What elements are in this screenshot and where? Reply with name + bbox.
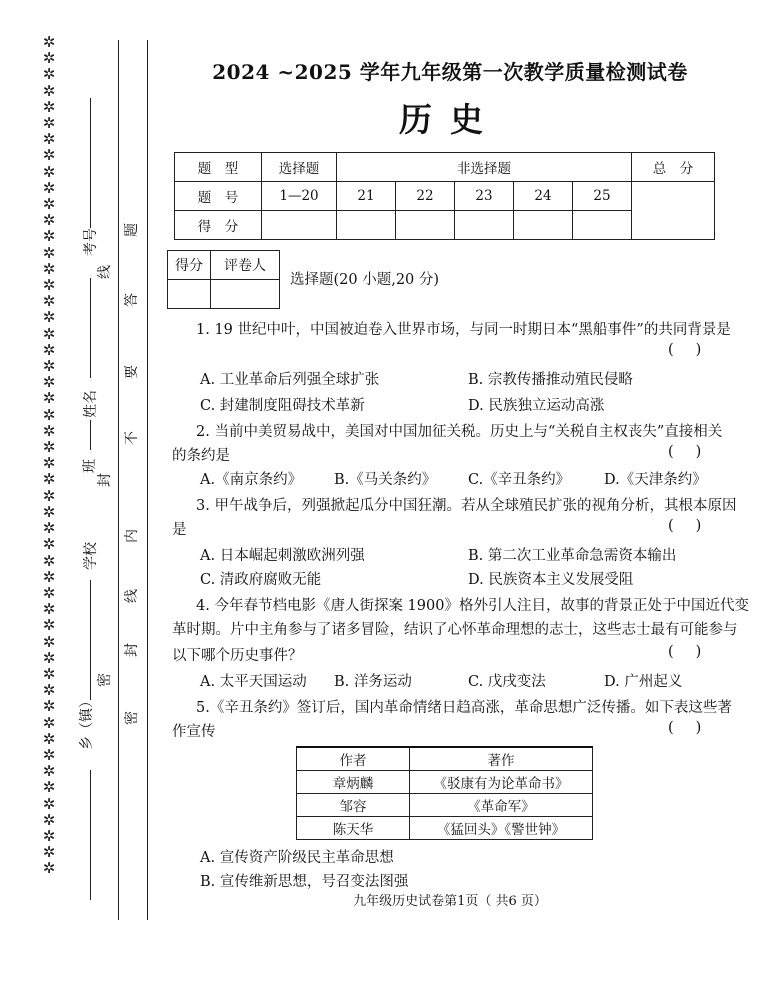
score-table-cell: 选择题 [262,153,337,182]
q1-option-c: C. 封建制度阻碍技术革新 [200,398,365,414]
works-header-title: 著作 [410,747,593,771]
q3-option-b: B. 第二次工业革命急需资本输出 [468,548,677,564]
subject-title: 历史 [399,100,501,139]
class-label: 班 [82,459,98,473]
q2-option-a: A.《南京条约》 [200,472,303,488]
q5-stem-cont: 作宣传 [172,724,216,740]
works-author: 邹容 [297,794,410,817]
seal-xian: 线 [97,265,113,279]
township-blank [90,770,91,900]
table-row [297,771,593,794]
exam-number-label: 考号 [83,228,99,256]
name-blank [90,278,91,378]
exam-title: 2024 ~2025 学年九年级第一次教学质量检测试卷 [212,60,688,84]
notice-char-6: 线 [124,589,140,603]
score-blank [455,211,514,240]
score-table-cell: 得 分 [175,211,262,240]
q4-stem-cont1: 革时期。片中主角参与了诸多冒险，结识了心怀革命理想的志士，这些志士最有可能参与 [172,622,738,638]
q5-answer-bracket: () [668,720,724,736]
page-footer: 九年级历史试卷第1页（ 共6 页） [353,894,547,909]
score-table-cell: 题 型 [175,153,262,182]
q3-stem-cont: 是 [172,522,187,538]
school-label: 学校 [83,542,99,570]
grader-table [167,250,280,309]
table-row [297,794,593,817]
works-author: 章炳麟 [297,771,410,794]
works-author: 陈天华 [297,817,410,840]
score-table-cell: 总 分 [632,153,715,182]
q3-option-c: C. 清政府腐败无能 [200,572,322,588]
q4-stem-cont2: 以下哪个历史事件？ [172,648,303,664]
score-blank [337,211,396,240]
q1-stem: 1. 19 世纪中叶，中国被迫卷入世界市场，与同一时期日本“黑船事件”的共同背景是 [196,322,731,338]
notice-char-2: 答 [124,293,140,307]
q2-stem: 2. 当前中美贸易战中，美国对中国加征关税。历史上与“关税自主权丧失”直接相关 [196,424,723,440]
q2-stem-cont: 的条约是 [172,448,230,464]
score-blank [396,211,455,240]
works-title: 《驳康有为论革命书》 [410,771,593,794]
q2-option-c: C.《辛丑条约》 [468,472,571,488]
q5-stem: 5.《辛丑条约》签订后，国内革命情绪日趋高涨，革命思想广泛传播。如下表这些著 [196,700,732,716]
q4-option-b: B. 洋务运动 [334,674,412,690]
township-label: 乡（镇） [79,694,95,750]
grader-blank [168,280,211,309]
score-blank [262,211,337,240]
class-blank [90,420,91,450]
q5-option-b: B. 宣传维新思想，号召变法图强 [200,874,409,890]
q3-option-a: A. 日本崛起刺激欧洲列强 [200,548,365,564]
works-title: 《革命军》 [410,794,593,817]
score-table-cell: 1—20 [262,182,337,211]
grader-score-label: 得分 [168,251,211,280]
grader-name-label: 评卷人 [211,251,280,280]
score-table-cell: 23 [455,182,514,211]
q2-option-d: D.《天津条约》 [604,472,707,488]
binding-star-column: ✲✲✲✲✲✲✲✲✲✲✲✲✲✲✲✲✲✲✲✲✲✲✲✲✲✲✲✲✲✲✲✲✲✲✲✲✲✲✲✲✲✲✲✲✲✲✲✲✲✲✲✲ [42,33,56,878]
q4-option-c: C. 戊戌变法 [468,674,546,690]
binding-line-right [147,40,148,920]
exam-number-blank [90,98,91,228]
q3-option-d: D. 民族资本主义发展受阻 [468,572,634,588]
q1-option-b: B. 宗教传播推动殖民侵略 [468,372,633,388]
grader-blank [211,280,280,309]
seal-mi: 密 [97,673,113,687]
q1-answer-bracket: () [668,342,724,358]
works-title: 《猛回头》《警世钟》 [410,817,593,840]
works-header-author: 作者 [297,747,410,771]
total-score-cell [632,182,715,240]
notice-char-7: 封 [124,643,140,657]
q2-answer-bracket: () [668,444,724,460]
score-table [174,152,715,240]
q1-option-a: A. 工业革命后列强全球扩张 [200,372,380,388]
score-table-cell: 非选择题 [337,153,632,182]
notice-char-5: 内 [124,529,140,543]
q2-option-b: B.《马关条约》 [334,472,437,488]
binding-line-left [118,40,119,920]
score-table-cell: 题 号 [175,182,262,211]
q4-option-a: A. 太平天国运动 [200,674,307,690]
score-table-cell: 22 [396,182,455,211]
notice-char-8: 密 [124,711,140,725]
q3-answer-bracket: () [668,518,724,534]
q4-stem: 4. 今年春节档电影《唐人街探案 1900》格外引人注目，故事的背景正处于中国近代变 [196,598,749,614]
q5-option-a: A. 宣传资产阶级民主革命思想 [200,850,394,866]
table-row [297,817,593,840]
notice-char-1: 题 [124,223,140,237]
score-blank [573,211,632,240]
score-table-cell: 24 [514,182,573,211]
works-table [296,746,593,840]
q4-option-d: D. 广州起义 [604,674,683,690]
name-label: 姓名 [83,390,99,418]
section-heading: 选择题(20 小题,20 分) [290,272,440,288]
score-blank [514,211,573,240]
q3-stem: 3. 甲午战争后，列强掀起瓜分中国狂潮。若从全球殖民扩张的视角分析，其根本原因 [196,498,737,514]
seal-feng: 封 [97,473,113,487]
notice-char-4: 不 [124,431,140,445]
q1-option-d: D. 民族独立运动高涨 [468,398,605,414]
notice-char-3: 要 [124,365,140,379]
q4-answer-bracket: () [668,644,724,660]
school-blank [90,580,91,700]
score-table-cell: 21 [337,182,396,211]
score-table-cell: 25 [573,182,632,211]
